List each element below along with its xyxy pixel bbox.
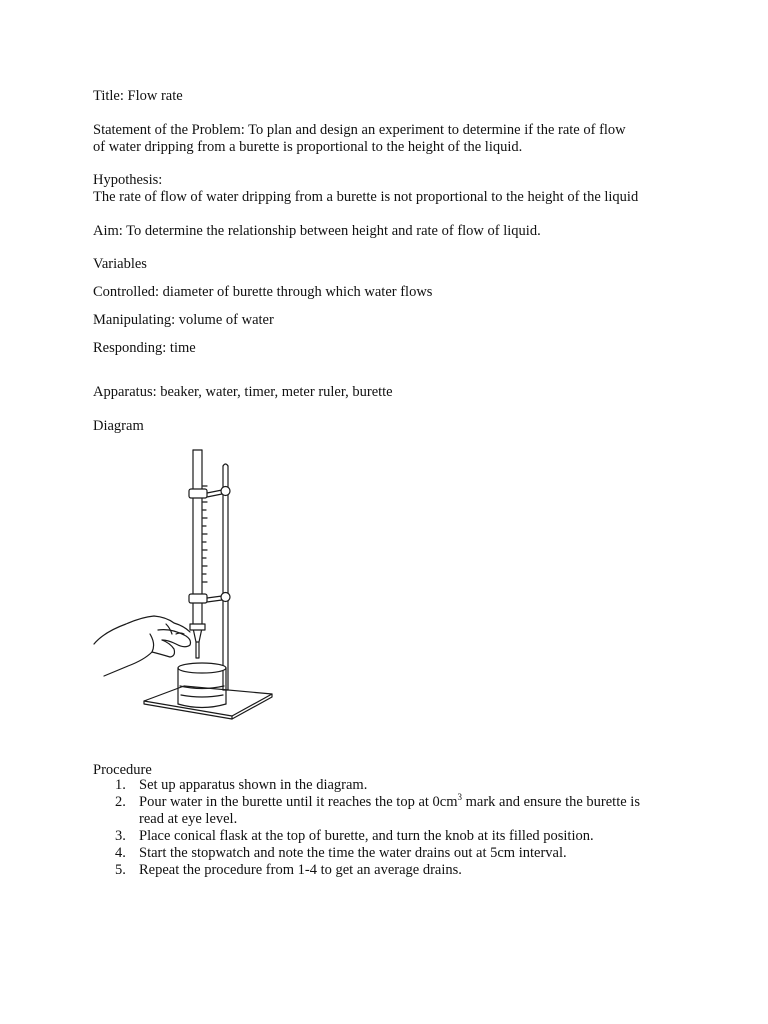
procedure-step-5 <box>93 862 693 879</box>
superscript-3: 3 <box>457 792 462 803</box>
procedure-steps <box>93 777 693 879</box>
step-text: Start the stopwatch and note the time the water drains out at 5cm interval. <box>139 845 567 861</box>
controlled-variable: Controlled: diameter of burette through which water flows <box>93 284 433 300</box>
aim-text: Aim: To determine the relationship between height and rate of flow of liquid. <box>93 223 541 239</box>
step-text-part-1: Pour water in the burette until it reaches the top at 0cm <box>139 794 458 810</box>
problem-statement-line-1: Statement of the Problem: To plan and design an experiment to determine if the rate of flow <box>93 122 626 138</box>
hypothesis-text: The rate of flow of water dripping from a burette is not proportional to the height of the liquid <box>93 189 639 205</box>
diagram-heading: Diagram <box>93 418 144 434</box>
upper-burette-clamp <box>189 487 230 499</box>
step-text-part-2: mark and ensure the burette is <box>462 794 640 810</box>
procedure-step-2 <box>93 794 693 828</box>
hypothesis-heading: Hypothesis: <box>93 172 163 188</box>
problem-statement-line-2: of water dripping from a burette is proportional to the height of the liquid. <box>93 139 523 155</box>
burette <box>190 450 207 658</box>
hand-turning-tap <box>94 616 191 676</box>
step-number: 1. <box>115 777 126 793</box>
step-text-continuation: read at eye level. <box>139 811 238 827</box>
step-text: Place conical flask at the top of burette, and turn the knob at its filled position. <box>139 828 594 844</box>
step-number: 4. <box>115 845 126 861</box>
variables-heading: Variables <box>93 256 147 272</box>
step-number: 3. <box>115 828 126 844</box>
apparatus-text: Apparatus: beaker, water, timer, meter ruler, burette <box>93 384 393 400</box>
procedure-heading: Procedure <box>93 762 152 778</box>
burette-apparatus-illustration <box>92 446 282 726</box>
step-text: Repeat the procedure from 1-4 to get an average drains. <box>139 862 462 878</box>
step-number: 2. <box>115 794 126 810</box>
manipulating-variable: Manipulating: volume of water <box>93 312 274 328</box>
stand-base-plate <box>144 686 272 719</box>
document-title: Title: Flow rate <box>93 88 183 104</box>
responding-variable: Responding: time <box>93 340 196 356</box>
procedure-step-3 <box>93 828 693 845</box>
lower-burette-clamp <box>189 593 230 604</box>
step-number: 5. <box>115 862 126 878</box>
retort-stand-rod <box>223 464 228 690</box>
step-text: Set up apparatus shown in the diagram. <box>139 777 368 793</box>
procedure-step-4 <box>93 845 693 862</box>
procedure-step-1 <box>93 777 693 794</box>
